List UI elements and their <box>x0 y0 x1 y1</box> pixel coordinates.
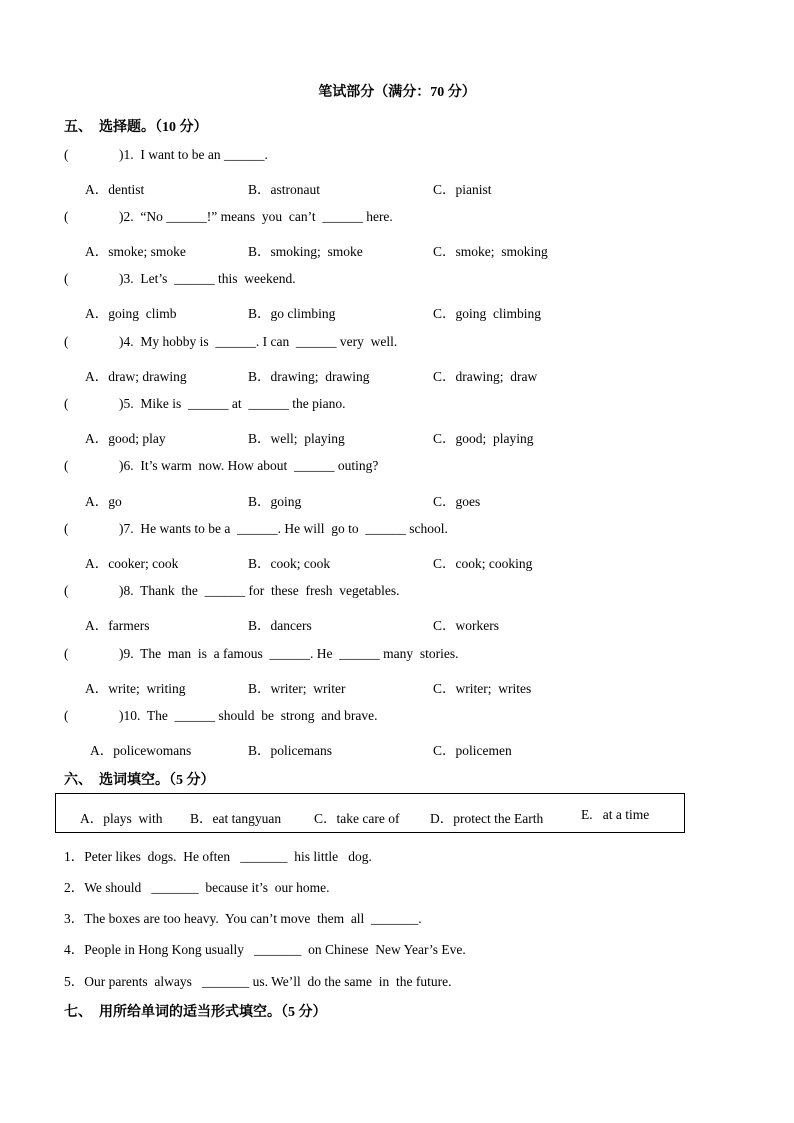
option-a: A．farmers <box>85 618 150 633</box>
section-seven-heading: 七、 用所给单词的适当形式填空。（5 分） <box>64 1005 327 1020</box>
word-bank-box <box>55 793 685 833</box>
option-a: A．draw; drawing <box>85 369 187 384</box>
question-text: )6. It’s warm now. How about ______ outing? <box>119 458 379 473</box>
option-b: B．writer; writer <box>248 681 346 696</box>
fill-item-3: 3．The boxes are too heavy. You can’t move them all _______. <box>64 911 422 926</box>
question-5 <box>64 396 345 412</box>
question-text: )1. I want to be an ______. <box>119 147 268 162</box>
word-option-a: A．plays with <box>80 811 163 826</box>
word-option-e: E. at a time <box>581 807 650 822</box>
option-a: A．write; writing <box>85 681 186 696</box>
answer-paren[interactable]: ( <box>64 209 69 224</box>
option-c: C．good; playing <box>433 431 534 446</box>
answer-paren[interactable]: ( <box>64 583 69 598</box>
question-9 <box>64 646 458 662</box>
question-1 <box>64 147 268 163</box>
question-text: )9. The man is a famous ______. He ______ many stories. <box>119 646 459 661</box>
answer-paren[interactable]: ( <box>64 396 69 411</box>
question-3 <box>64 271 296 287</box>
question-8 <box>64 583 400 599</box>
question-text: )2. “No ______!” means you can’t ______ here. <box>119 209 393 224</box>
option-a: A．go <box>85 494 122 509</box>
word-option-c: C．take care of <box>314 811 400 826</box>
fill-item-4: 4．People in Hong Kong usually _______ on Chinese New Year’s Eve. <box>64 942 466 957</box>
answer-paren[interactable]: ( <box>64 521 69 536</box>
option-a: A．smoke; smoke <box>85 244 186 259</box>
option-a: A．dentist <box>85 182 145 197</box>
answer-paren[interactable]: ( <box>64 147 69 162</box>
option-b: B．policemans <box>248 743 332 758</box>
option-b: B．going <box>248 494 302 509</box>
answer-paren[interactable]: ( <box>64 708 69 723</box>
option-b: B．astronaut <box>248 182 320 197</box>
option-c: C．pianist <box>433 182 492 197</box>
fill-item-5: 5．Our parents always _______ us. We’ll do the same in the future. <box>64 974 452 989</box>
answer-paren[interactable]: ( <box>64 458 69 473</box>
option-c: C．cook; cooking <box>433 556 533 571</box>
option-c: C．workers <box>433 618 499 633</box>
option-b: B．dancers <box>248 618 312 633</box>
option-c: C．goes <box>433 494 481 509</box>
question-text: )4. My hobby is ______. I can ______ very well. <box>119 334 398 349</box>
question-6 <box>64 458 378 474</box>
option-c: C．writer; writes <box>433 681 532 696</box>
question-text: )5. Mike is ______ at ______ the piano. <box>119 396 346 411</box>
option-a: A．going climb <box>85 306 177 321</box>
question-10 <box>64 708 377 724</box>
word-option-b: B．eat tangyuan <box>190 811 282 826</box>
section-six-heading: 六、 选词填空。（5 分） <box>64 773 215 788</box>
question-text: )7. He wants to be a ______. He will go to ______ school. <box>119 521 448 536</box>
question-2 <box>64 209 393 225</box>
option-b: B．drawing; drawing <box>248 369 370 384</box>
option-b: B．go climbing <box>248 306 336 321</box>
option-c: C．policemen <box>433 743 512 758</box>
question-text: )3. Let’s ______ this weekend. <box>119 271 296 286</box>
question-text: )10. The ______ should be strong and brave. <box>119 708 378 723</box>
option-c: C．smoke; smoking <box>433 244 548 259</box>
option-c: C．going climbing <box>433 306 541 321</box>
fill-item-1: 1．Peter likes dogs. He often _______ his little dog. <box>64 849 372 864</box>
answer-paren[interactable]: ( <box>64 646 69 661</box>
option-b: B．cook; cook <box>248 556 331 571</box>
option-c: C．drawing; draw <box>433 369 538 384</box>
section-five-heading: 五、 选择题。（10 分） <box>64 120 208 135</box>
option-a: A．cooker; cook <box>85 556 179 571</box>
page-title: 笔试部分（满分：70 分） <box>318 85 476 100</box>
option-b: B．smoking; smoke <box>248 244 363 259</box>
answer-paren[interactable]: ( <box>64 271 69 286</box>
answer-paren[interactable]: ( <box>64 334 69 349</box>
fill-item-2: 2．We should _______ because it’s our home. <box>64 880 330 895</box>
word-option-d: D．protect the Earth <box>430 811 544 826</box>
question-4 <box>64 334 397 350</box>
option-a: A．policewomans <box>90 743 192 758</box>
question-text: )8. Thank the ______ for these fresh vegetables. <box>119 583 400 598</box>
option-b: B．well; playing <box>248 431 345 446</box>
option-a: A．good; play <box>85 431 166 446</box>
question-7 <box>64 521 448 537</box>
